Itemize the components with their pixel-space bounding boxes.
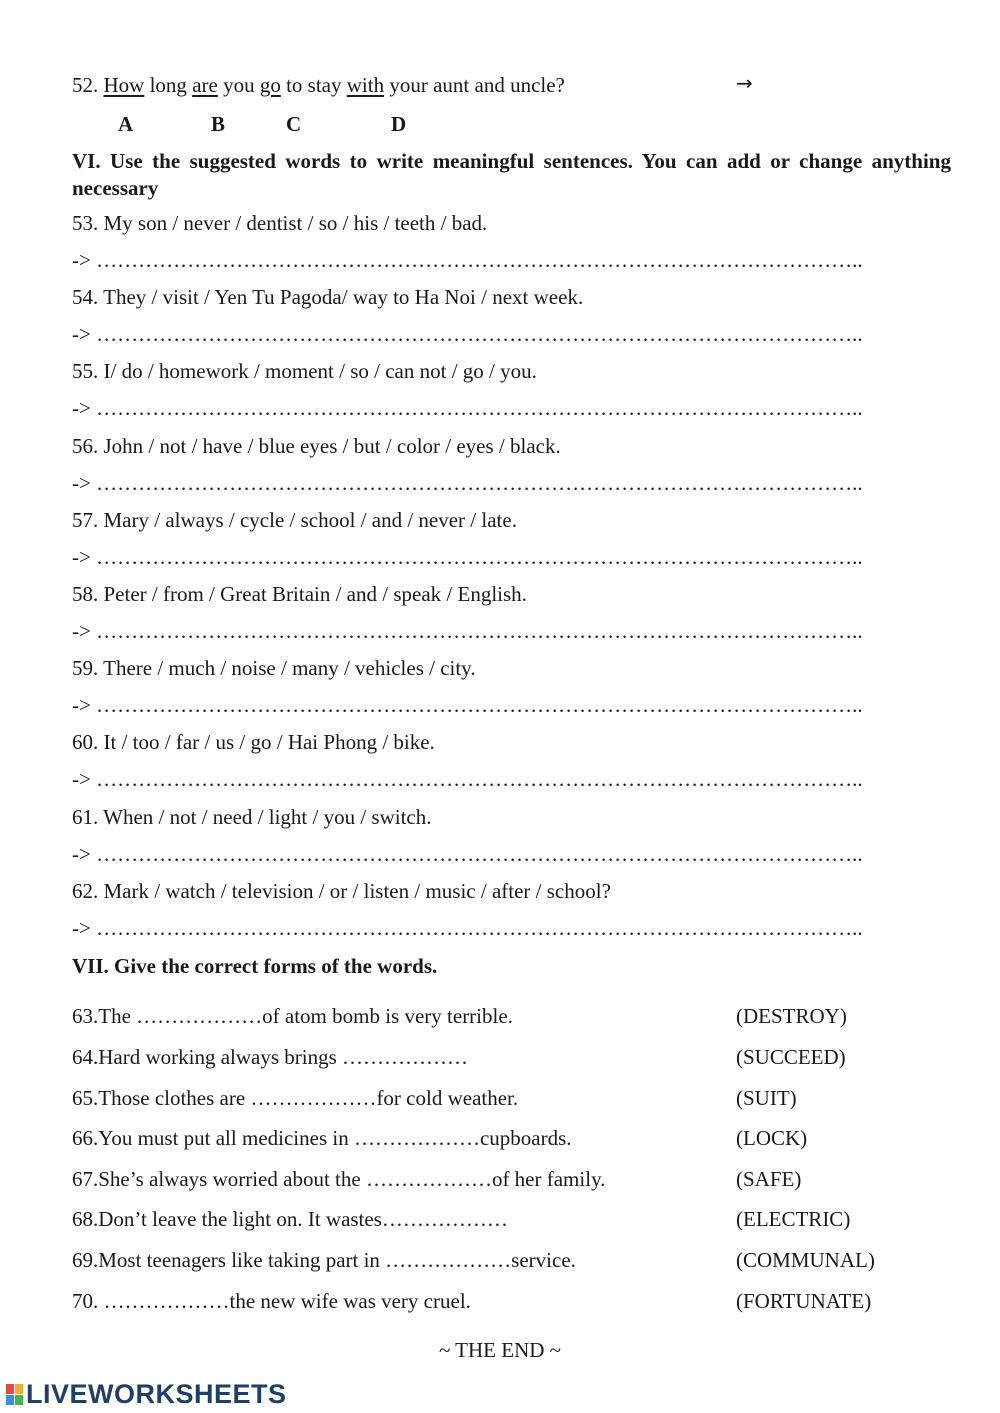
word-form-hint: (FORTUNATE) [736,1289,872,1313]
liveworksheets-badge-icon [6,1384,24,1406]
question-52 [72,73,565,98]
word-form-hint: (DESTROY) [736,1004,847,1028]
word-form-item[interactable]: 64.Hard working always brings ……………… [72,1045,469,1069]
sentence-prompt: 56. John / not / have / blue eyes / but / color / eyes / black. [72,434,561,458]
q52-underline-b: are [192,73,218,97]
liveworksheets-logo[interactable] [6,1379,287,1410]
q52-text: you [217,73,260,97]
q52-text: long [144,73,193,97]
section-7-heading: VII. Give the correct forms of the words. [72,954,438,978]
word-form-item[interactable]: 65.Those clothes are ………………for cold weather. [72,1086,519,1110]
word-form-hint: (SAFE) [736,1167,802,1191]
word-form-hint: (COMMUNAL) [736,1248,875,1272]
word-form-hint: (SUIT) [736,1086,797,1110]
sentence-prompt: 54. They / visit / Yen Tu Pagoda/ way to Ha Noi / next week. [72,285,584,309]
answer-line[interactable]: -> ……………………………………………………………………………………………….. [72,916,863,940]
sentence-prompt: 59. There / much / noise / many / vehicles / city. [72,656,476,680]
answer-line[interactable]: -> ……………………………………………………………………………………………….. [72,322,863,346]
sentence-prompt: 55. I/ do / homework / moment / so / can not / go / you. [72,359,537,383]
option-a[interactable]: A [118,112,134,136]
sentence-prompt: 57. Mary / always / cycle / school / and / never / late. [72,508,517,532]
word-form-item[interactable]: 70. ………………the new wife was very cruel. [72,1289,471,1313]
word-form-hint: (SUCCEED) [736,1045,846,1069]
answer-line[interactable]: -> ……………………………………………………………………………………………….. [72,619,863,643]
answer-line[interactable]: -> ……………………………………………………………………………………………….. [72,396,863,420]
q52-underline-c: go [259,73,281,97]
q52-text: your aunt and uncle? [384,73,565,97]
answer-line[interactable]: -> ……………………………………………………………………………………………….. [72,842,863,866]
answer-line[interactable]: -> ……………………………………………………………………………………………….. [72,767,863,791]
sentence-prompt: 62. Mark / watch / television / or / listen / music / after / school? [72,879,611,903]
sentence-prompt: 60. It / too / far / us / go / Hai Phong / bike. [72,730,435,754]
logo-text: LIVEWORKSHEETS [26,1379,287,1409]
section-6-heading: VI. Use the suggested words to write meaningful sentences. You can add or change anything necessary [72,149,951,200]
answer-line[interactable]: -> ……………………………………………………………………………………………….. [72,471,863,495]
sentence-prompt: 61. When / not / need / light / you / switch. [72,805,432,829]
option-b[interactable]: B [211,112,226,136]
option-d[interactable]: D [391,112,407,136]
q52-underline-a: How [103,73,145,97]
arrow-icon: → [736,71,753,95]
answer-line[interactable]: -> ……………………………………………………………………………………………….. [72,693,863,717]
the-end-text: ~ THE END ~ [438,1338,562,1362]
word-form-item[interactable]: 68.Don’t leave the light on. It wastes……………… [72,1207,508,1231]
q52-underline-d: with [346,73,385,97]
word-form-hint: (LOCK) [736,1126,808,1150]
word-form-item[interactable]: 66.You must put all medicines in ………………cupboards. [72,1126,572,1150]
answer-line[interactable]: -> ……………………………………………………………………………………………….. [72,545,863,569]
q52-text: to stay [280,73,347,97]
sentence-prompt: 53. My son / never / dentist / so / his / teeth / bad. [72,211,488,235]
word-form-hint: (ELECTRIC) [736,1207,851,1231]
option-c[interactable]: C [286,112,302,136]
word-form-item[interactable]: 67.She’s always worried about the ………………of her family. [72,1167,606,1191]
sentence-prompt: 58. Peter / from / Great Britain / and / speak / English. [72,582,527,606]
word-form-item[interactable]: 69.Most teenagers like taking part in ………………service. [72,1248,576,1272]
word-form-item[interactable]: 63.The ………………of atom bomb is very terrible. [72,1004,513,1028]
q52-number: 52. [72,73,104,97]
answer-line[interactable]: -> ……………………………………………………………………………………………….. [72,248,863,272]
